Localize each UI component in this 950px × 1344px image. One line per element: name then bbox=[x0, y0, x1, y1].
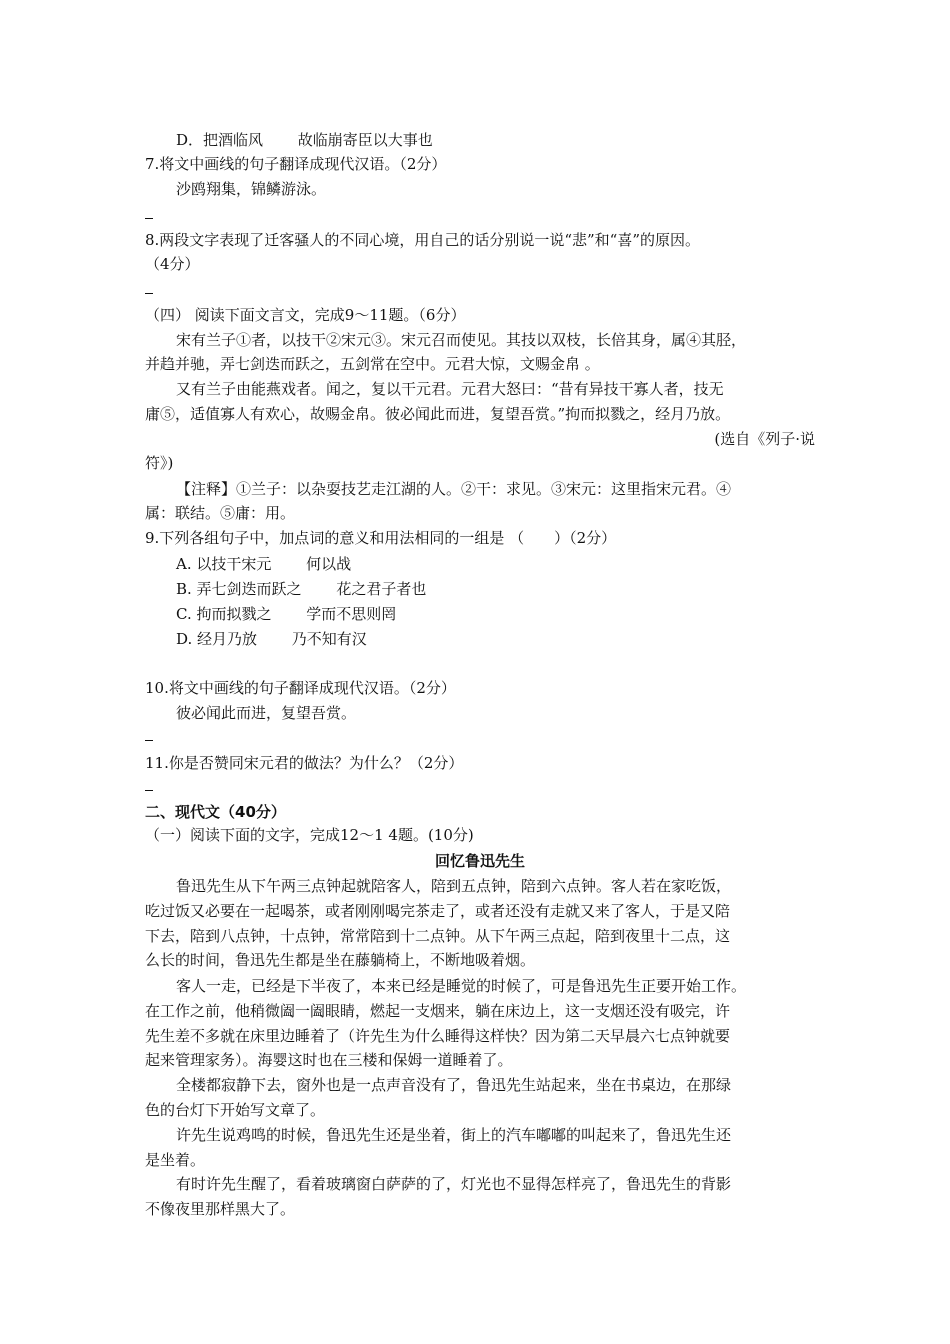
annotation-cont: 属：联结。⑤庸：用。 bbox=[145, 504, 296, 522]
article-line: 客人一走，已经是下半夜了，本来已经是睡觉的时候了，可是鲁迅先生正要开始工作。 bbox=[176, 977, 747, 995]
answer-blank bbox=[145, 740, 153, 741]
article-line: 是坐着。 bbox=[145, 1151, 206, 1169]
source-citation-cont: 符》) bbox=[145, 454, 174, 472]
q6-option-d: D．把酒临风 故临崩寄臣以大事也 bbox=[176, 131, 433, 149]
article-line: 下去，陪到八点钟，十点钟，常常陪到十二点钟。从下午两三点起，陪到夜里十二点，这 bbox=[145, 927, 731, 945]
answer-blank bbox=[145, 790, 153, 791]
passage-line: 又有兰子由能燕戏者。闻之，复以干元君。元君大怒曰：“昔有异技干寡人者，技无 bbox=[176, 380, 724, 398]
answer-blank bbox=[145, 293, 153, 294]
article-line: 起来管理家务）。海婴这时也在三楼和保姆一道睡着了。 bbox=[145, 1051, 513, 1069]
article-line: 有时许先生醒了，看着玻璃窗白萨萨的了，灯光也不显得怎样亮了，鲁迅先生的背影 bbox=[176, 1175, 732, 1193]
q7-prompt: 7.将文中画线的句子翻译成现代汉语。（2分） bbox=[145, 155, 447, 173]
article-line: 先生差不多就在床里边睡着了（许先生为什么睡得这样快？因为第二天早晨六七点钟就要 bbox=[145, 1027, 731, 1045]
q9-option-d: D. 经月乃放 乃不知有汉 bbox=[176, 630, 367, 648]
q9-option-c: C. 拘而拟戮之 学而不思则罔 bbox=[176, 605, 397, 623]
article-line: 全楼都寂静下去，窗外也是一点声音没有了，鲁迅先生站起来，坐在书桌边，在那绿 bbox=[176, 1076, 732, 1094]
source-citation: (选自《列子·说 bbox=[714, 430, 815, 448]
q9-option-b: B. 弄七剑迭而跃之 花之君子者也 bbox=[176, 580, 427, 598]
q8-prompt: 8.两段文字表现了迁客骚人的不同心境，用自己的话分别说一说“悲”和“喜”的原因。 bbox=[145, 231, 700, 249]
passage-line: 并趋并驰，弄七剑迭而跃之，五剑常在空中。元君大惊，文赐金帛 。 bbox=[145, 355, 600, 373]
q9-prompt: 9.下列各组句子中，加点词的意义和用法相同的一组是 （ ）（2分） bbox=[145, 529, 617, 547]
article-line: 么长的时间，鲁迅先生都是坐在藤躺椅上，不断地吸着烟。 bbox=[145, 951, 536, 969]
q7-sentence: 沙鸥翔集，锦鳞游泳。 bbox=[176, 180, 327, 198]
q10-prompt: 10.将文中画线的句子翻译成现代汉语。（2分） bbox=[145, 679, 456, 697]
section-4-heading: （四） 阅读下面文言文，完成9～11题。（6分） bbox=[145, 306, 466, 324]
section-2-heading: 二、现代文（40分） bbox=[145, 803, 286, 821]
article-line: 在工作之前，他稍微阖一阖眼睛，燃起一支烟来，躺在床边上，这一支烟还没有吸完，许 bbox=[145, 1002, 731, 1020]
article-line: 鲁迅先生从下午两三点钟起就陪客人，陪到五点钟，陪到六点钟。客人若在家吃饭， bbox=[176, 877, 732, 895]
q10-sentence: 彼必闻此而进，复望吾赏。 bbox=[176, 704, 357, 722]
annotation: 【注释】①兰子：以杂耍技艺走江湖的人。②干：求见。③宋元：这里指宋元君。④ bbox=[176, 480, 732, 498]
article-title: 回忆鲁迅先生 bbox=[434, 852, 525, 870]
answer-blank bbox=[145, 218, 153, 219]
article-line: 许先生说鸡鸣的时候，鲁迅先生还是坐着，街上的汽车嘟嘟的叫起来了，鲁迅先生还 bbox=[176, 1126, 732, 1144]
passage-line: 宋有兰子①者，以技干②宋元③。宋元召而使见。其技以双枝，长倍其身，属④其胫， bbox=[176, 331, 747, 349]
q9-option-a: A. 以技干宋元 何以战 bbox=[176, 555, 352, 573]
article-line: 不像夜里那样黑大了。 bbox=[145, 1200, 296, 1218]
article-line: 色的台灯下开始写文章了。 bbox=[145, 1101, 326, 1119]
q8-points: （4分） bbox=[145, 255, 200, 273]
article-line: 吃过饭又必要在一起喝茶，或者刚刚喝完茶走了，或者还没有走就又来了客人，于是又陪 bbox=[145, 902, 731, 920]
passage-line: 庸⑤，适值寡人有欢心，故赐金帛。彼必闻此而进，复望吾赏。”拘而拟戮之，经月乃放。 bbox=[145, 405, 731, 423]
section-2-1-prompt: （一）阅读下面的文字，完成12～1 4题。(10分) bbox=[145, 826, 474, 844]
q11-prompt: 11.你是否赞同宋元君的做法？为什么？（2分） bbox=[145, 754, 464, 772]
